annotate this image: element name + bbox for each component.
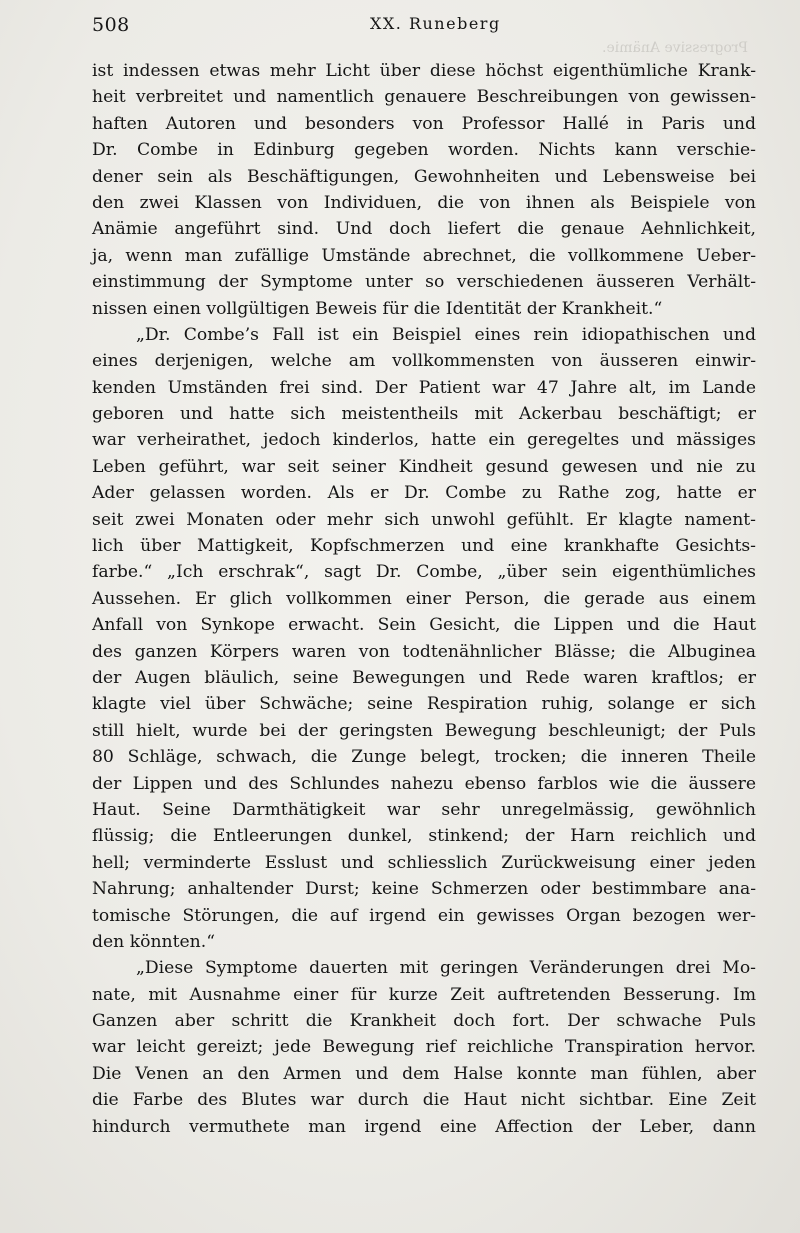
text-line: still hielt, wurde bei der geringsten Bewegung beschleunigt; der Puls — [92, 720, 756, 741]
text-line: Ganzen aber schritt die Krankheit doch fort. Der schwache Puls — [92, 1011, 756, 1032]
text-line: klagte viel über Schwäche; seine Respiration ruhig, solange er sich — [92, 694, 756, 715]
text-line: farbe.“ „Ich erschrak“, sagt Dr. Combe, „über sein eigenthümliches — [92, 562, 756, 583]
text-line: hindurch vermuthete man irgend eine Affection der Leber, dann — [92, 1116, 756, 1137]
text-line: flüssig; die Entleerungen dunkel, stinkend; der Harn reichlich und — [92, 826, 756, 847]
page-number: 508 — [92, 14, 130, 36]
text-line: Aussehen. Er glich vollkommen einer Person, die gerade aus einem — [92, 588, 756, 609]
text-line: die Farbe des Blutes war durch die Haut nicht sichtbar. Eine Zeit — [92, 1090, 756, 1111]
text-line: Haut. Seine Darmthätigkeit war sehr unregelmässig, gewöhnlich — [92, 799, 756, 820]
text-line: Anämie angeführt sind. Und doch liefert die genaue Aehnlichkeit, — [92, 219, 756, 240]
text-line: Ader gelassen worden. Als er Dr. Combe zu Rathe zog, hatte er — [92, 483, 756, 504]
text-line: Leben geführt, war seit seiner Kindheit gesund gewesen und nie zu — [92, 456, 756, 477]
text-line: des ganzen Körpers waren von todtenähnlicher Blässe; die Albuginea — [92, 641, 756, 662]
running-head: XX. Runeberg — [370, 14, 501, 33]
text-line: nissen einen vollgültigen Beweis für die Identität der Krankheit.“ — [92, 298, 663, 319]
text-line: „Diese Symptome dauerten mit geringen Veränderungen drei Mo- — [136, 958, 756, 979]
text-line: Nahrung; anhaltender Durst; keine Schmerzen oder bestimmbare ana- — [92, 879, 756, 900]
text-line: hell; verminderte Esslust und schliesslich Zurückweisung einer jeden — [92, 852, 756, 873]
show-through-text: Progressive Anämie. — [602, 40, 748, 56]
text-line: ist indessen etwas mehr Licht über diese höchst eigenthümliche Krank- — [92, 61, 756, 81]
text-line: lich über Mattigkeit, Kopfschmerzen und eine krankhafte Gesichts- — [92, 536, 756, 557]
text-line: „Dr. Combe’s Fall ist ein Beispiel eines rein idiopathischen und — [136, 324, 756, 345]
page-header — [92, 14, 770, 56]
text-line: nate, mit Ausnahme einer für kurze Zeit auftretenden Besserung. Im — [92, 984, 756, 1005]
body-text — [92, 58, 756, 1140]
text-line: ja, wenn man zufällige Umstände abrechnet, die vollkommene Ueber- — [92, 245, 756, 266]
text-line: haften Autoren und besonders von Professor Hallé in Paris und — [92, 113, 756, 134]
text-line: geboren und hatte sich meistentheils mit Ackerbau beschäftigt; er — [92, 404, 756, 425]
text-line: dener sein als Beschäftigungen, Gewohnheiten und Lebensweise bei — [92, 166, 756, 187]
text-line: heit verbreitet und namentlich genauere Beschreibungen von gewissen- — [92, 87, 756, 108]
text-line: den zwei Klassen von Individuen, die von ihnen als Beispiele von — [92, 192, 756, 213]
text-line: Dr. Combe in Edinburg gegeben worden. Nichts kann verschie- — [92, 140, 756, 161]
text-line: Die Venen an den Armen und dem Halse konnte man fühlen, aber — [92, 1063, 756, 1084]
text-line: 80 Schläge, schwach, die Zunge belegt, trocken; die inneren Theile — [92, 747, 756, 768]
text-line: Anfall von Synkope erwacht. Sein Gesicht, die Lippen und die Haut — [92, 615, 756, 636]
text-line: eines derjenigen, welche am vollkommensten von äusseren einwir- — [92, 351, 756, 372]
text-line: einstimmung der Symptome unter so verschiedenen äusseren Verhält- — [92, 272, 756, 293]
text-line: tomische Störungen, die auf irgend ein gewisses Organ bezogen wer- — [92, 905, 756, 926]
text-line: war leicht gereizt; jede Bewegung rief reichliche Transpiration hervor. — [92, 1037, 756, 1058]
text-line: der Augen bläulich, seine Bewegungen und Rede waren kraftlos; er — [92, 667, 756, 688]
text-line: den könnten.“ — [92, 931, 216, 952]
text-line: kenden Umständen frei sind. Der Patient war 47 Jahre alt, im Lande — [92, 377, 756, 398]
text-line: seit zwei Monaten oder mehr sich unwohl gefühlt. Er klagte nament- — [92, 509, 756, 530]
text-line: war verheirathet, jedoch kinderlos, hatte ein geregeltes und mässiges — [92, 430, 756, 451]
text-line: der Lippen und des Schlundes nahezu ebenso farblos wie die äussere — [92, 773, 756, 794]
